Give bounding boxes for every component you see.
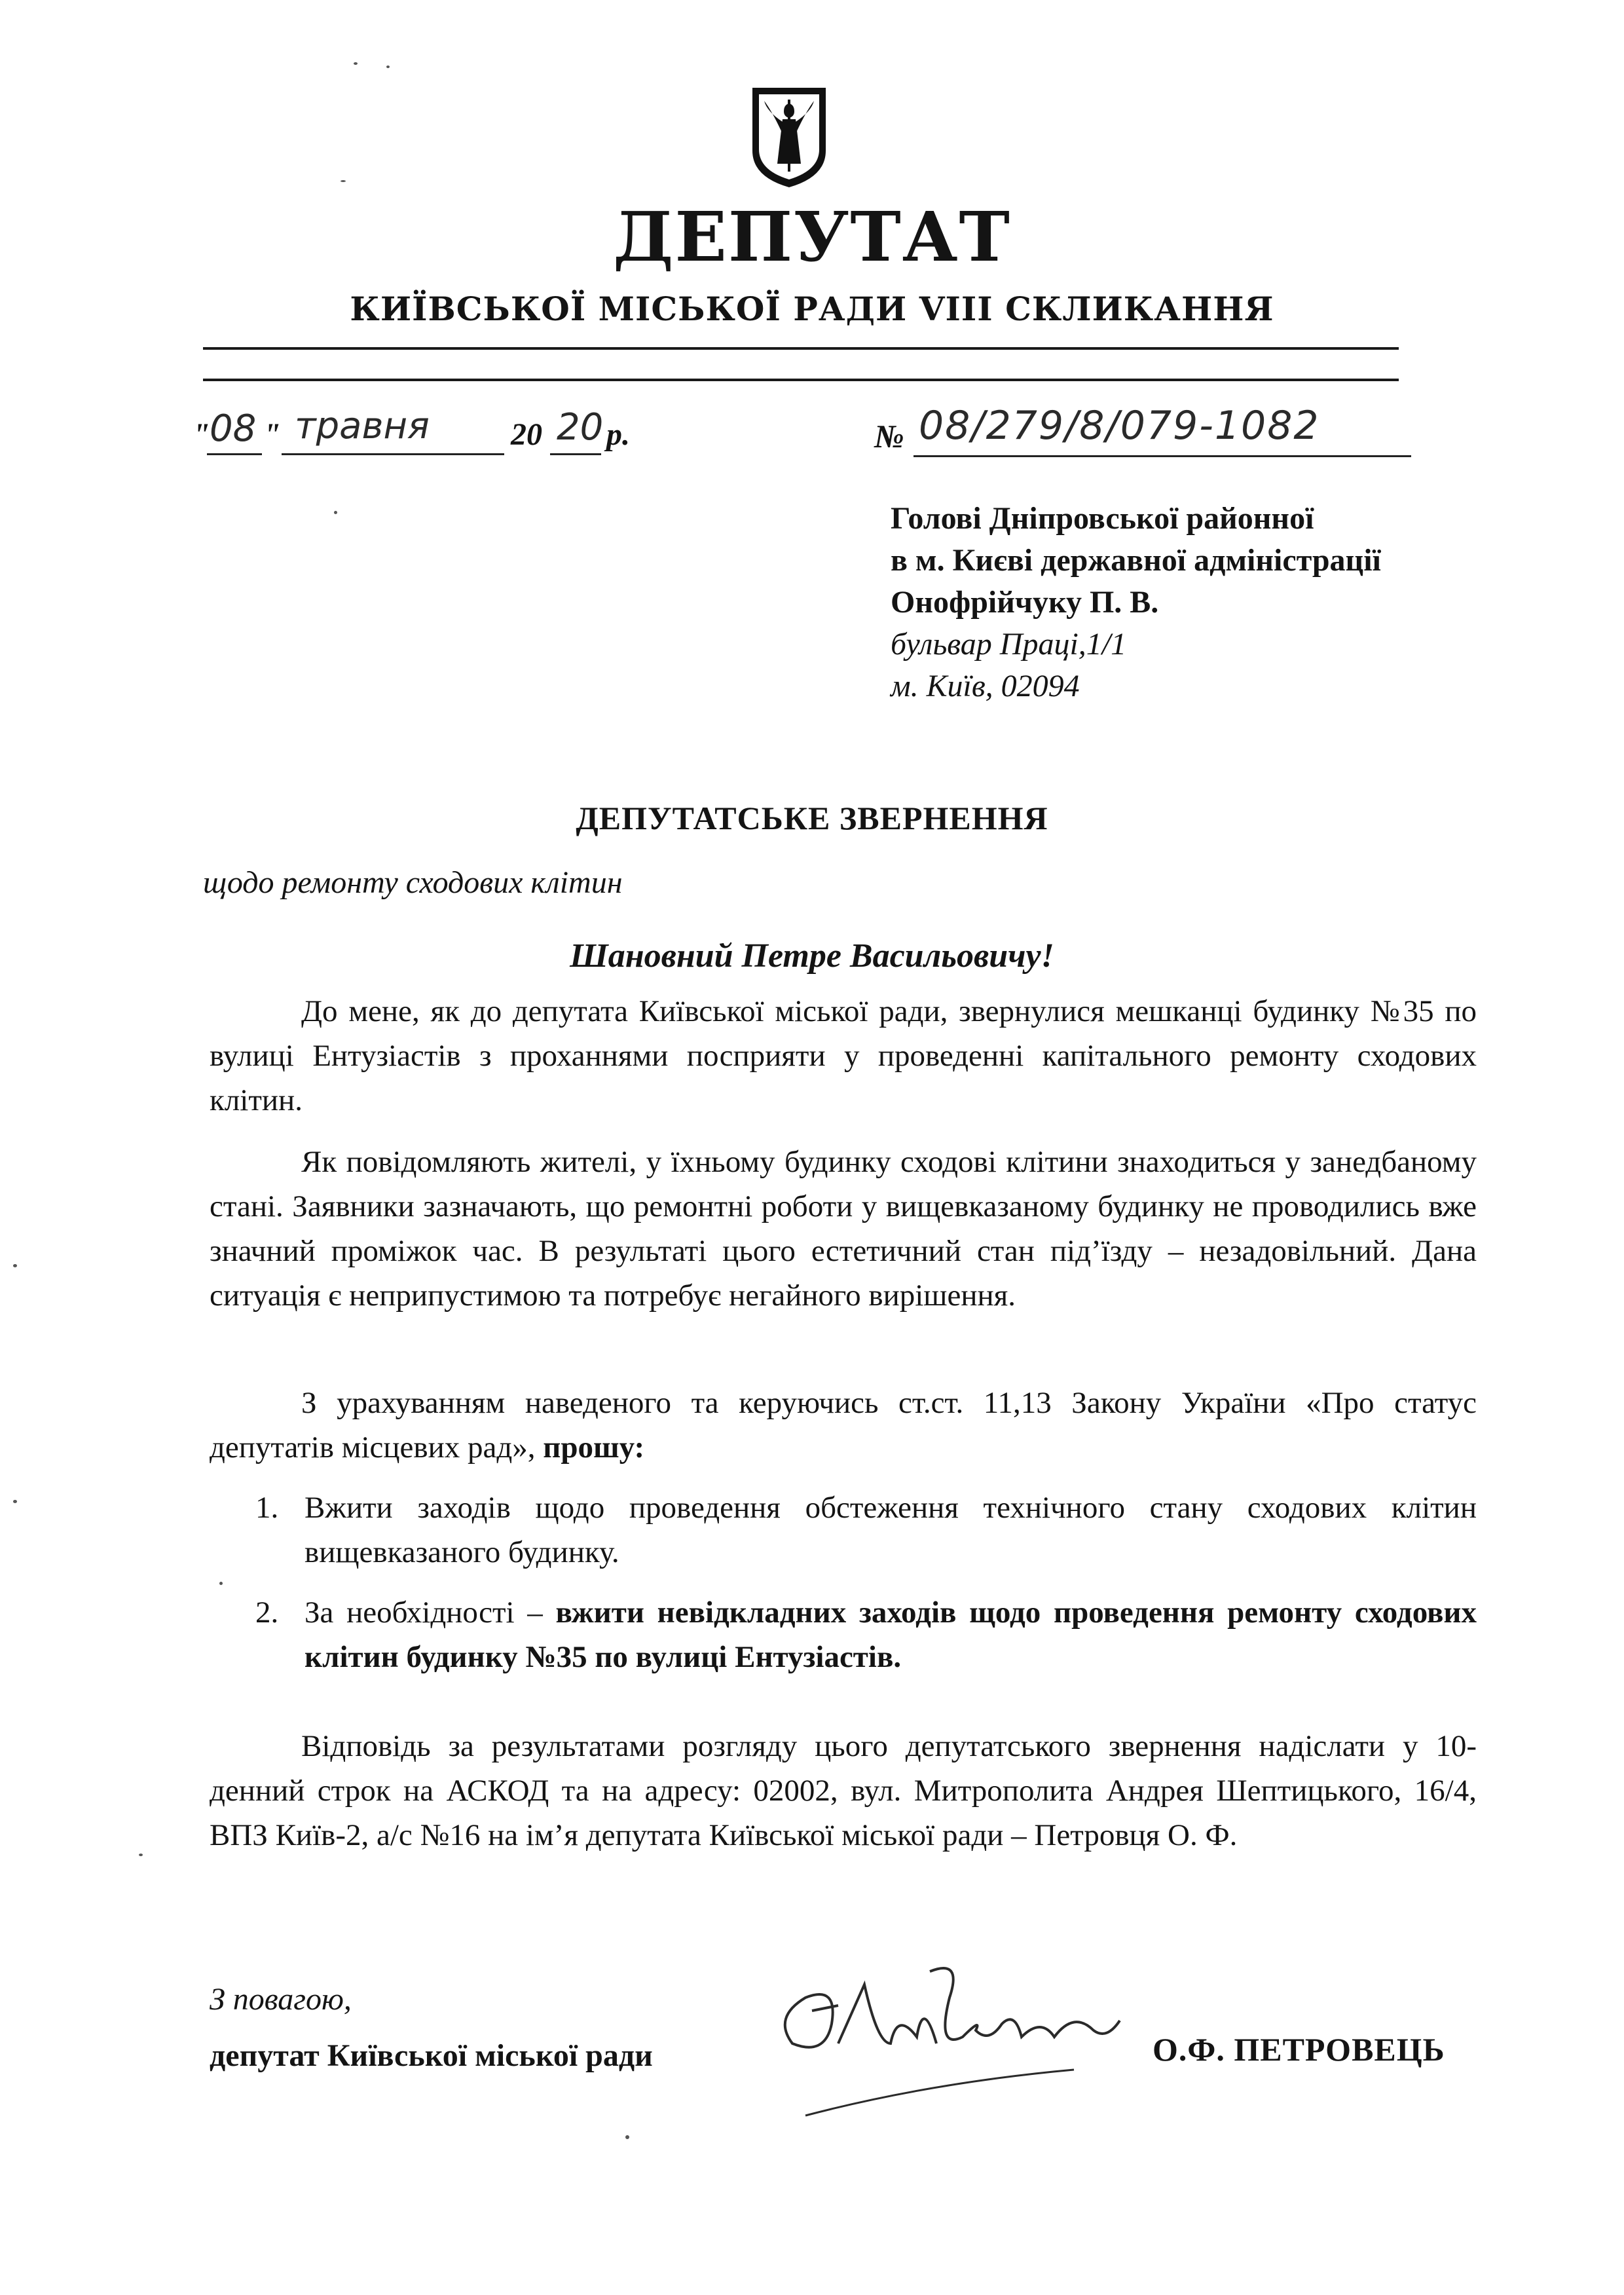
date-year-prefix: 20: [511, 417, 542, 452]
scan-speck: [13, 1500, 17, 1503]
recipient-city: м. Київ, 02094: [891, 669, 1080, 703]
paragraph-4: Відповідь за результатами розгляду цього депутатського звернення надіслати у 10-денний строк на АСКОД та на адресу: 02002, вул. Митрополита Андрея Шептицького, 16/4, ВПЗ Київ-2, а/с №16 на ім’я депутата Київської міської ради – Петровця О. Ф.: [210, 1729, 1477, 1852]
paragraph-1: До мене, як до депутата Київської міської ради, звернулися мешканці будинку №35 по вулиці Ентузіастів з проханнями посприяти у проведенні капітального ремонту сходових клітин.: [210, 994, 1477, 1117]
greeting: Шановний Петре Васильовичу!: [570, 937, 1054, 975]
recipient-block: [891, 498, 1381, 707]
scan-speck: [625, 2135, 629, 2139]
scan-speck: [341, 180, 346, 182]
list-item-1-text: Вжити заходів щодо проведення обстеження технічного стану сходових клітин вищевказаного будинку.: [304, 1491, 1477, 1569]
date-year-suffix: 20: [557, 406, 604, 449]
closing-regards: З повагою,: [210, 1982, 352, 2017]
date-month: травня: [295, 405, 430, 447]
list-item-2-bold: вжити невідкладних заходів щодо проведення ремонту сходових клітин будинку №35 по вулиці Ентузіастів.: [304, 1595, 1477, 1674]
date-quote-close: ": [263, 417, 281, 452]
paragraph-3-request: прошу:: [543, 1430, 645, 1465]
list-item-1-number: 1.: [255, 1491, 279, 1525]
registration-number-line: [874, 403, 1411, 468]
scan-speck: [386, 65, 390, 68]
closing-block: [210, 1971, 653, 2084]
document-subject: щодо ремонту сходових клітин: [203, 865, 623, 900]
letterhead-rule-top: [203, 347, 1399, 350]
letterhead-subtitle: КИЇВСЬКОЇ МІСЬКОЇ РАДИ VIII СКЛИКАННЯ: [350, 289, 1274, 328]
recipient-line-1: Голові Дніпровської районної: [891, 501, 1314, 536]
list-item-2-text: [304, 1590, 1477, 1679]
date-line: [190, 405, 661, 472]
recipient-street: бульвар Праці,1/1: [891, 627, 1127, 662]
paragraph-3-text: З урахуванням наведеного та керуючись ст.ст. 11,13 Закону України «Про статус депутатів місцевих рад»,: [210, 1386, 1477, 1465]
date-quote-open: ": [193, 417, 210, 452]
closing-position: депутат Київської міської ради: [210, 2038, 653, 2073]
letterhead-title: ДЕПУТАТ: [613, 196, 1011, 277]
document-title: ДЕПУТАТСЬКЕ ЗВЕРНЕННЯ: [576, 800, 1048, 836]
handwritten-signature: [766, 1945, 1159, 2142]
list-item-2: [210, 1590, 1477, 1682]
list-item-1: [210, 1485, 1477, 1577]
scan-speck: [354, 62, 358, 65]
letterhead-rule-bottom: [203, 379, 1399, 381]
registration-number-underline: [913, 455, 1411, 457]
date-month-underline: [282, 453, 504, 455]
kyiv-coat-of-arms-icon: [750, 85, 828, 190]
date-day: 08: [210, 407, 257, 450]
scan-speck: [13, 1264, 17, 1267]
date-year-mark: р.: [606, 417, 630, 452]
signatory-name: О.Ф. ПЕТРОВЕЦЬ: [1153, 2031, 1445, 2068]
list-item-2-number: 2.: [255, 1595, 279, 1630]
registration-number-label: №: [874, 418, 904, 455]
scan-speck: [139, 1854, 143, 1856]
list-item-2-plain: За необхідності –: [304, 1595, 556, 1630]
date-day-underline: [207, 453, 262, 455]
registration-number-value: 08/279/8/079-1082: [919, 403, 1320, 449]
date-year-underline: [550, 453, 601, 455]
paragraph-2: Як повідомляють жителі, у їхньому будинку сходові клітини знаходиться у занедбаному стані. Заявники зазначають, що ремонтні роботи у вищевказаному будинку не проводились вже значний проміжок час. В результаті цього естетичний стан під’їзду – незадовільний. Дана ситуація є неприпустимою та потребує негайного вирішення.: [210, 1145, 1477, 1313]
paragraph-3: [210, 1381, 1477, 1470]
scan-speck: [219, 1582, 223, 1585]
recipient-name: Онофрійчуку П. В.: [891, 585, 1159, 620]
scan-speck: [334, 511, 337, 514]
recipient-line-2: в м. Києві державної адміністрації: [891, 543, 1381, 578]
